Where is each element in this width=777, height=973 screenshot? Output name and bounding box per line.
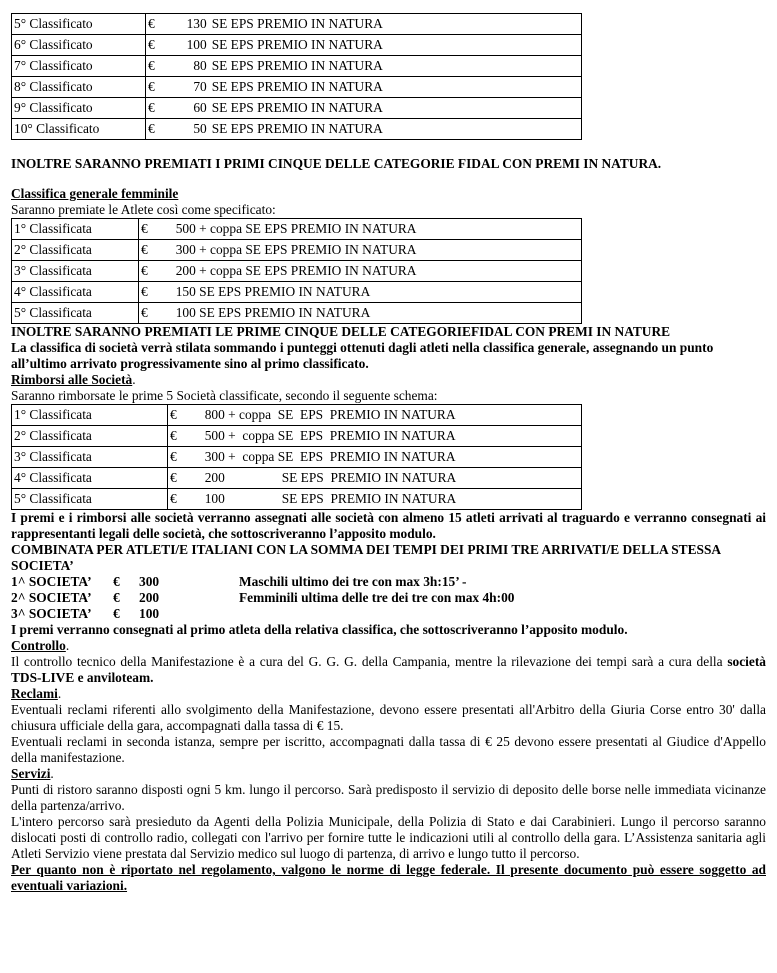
- prize-cell: [146, 35, 582, 56]
- currency-symbol: €: [148, 100, 155, 115]
- prize-cell: [139, 303, 582, 324]
- position-cell: 6° Classificato: [12, 35, 146, 56]
- position-cell: 1° Classificata: [12, 219, 139, 240]
- currency-symbol: €: [113, 590, 120, 605]
- combined-row: [11, 590, 766, 606]
- claims-heading: Reclami: [11, 686, 58, 701]
- combined-amount: 200: [139, 590, 160, 605]
- table-row: [12, 426, 582, 447]
- combined-rank: 3^ SOCIETA’: [11, 606, 92, 621]
- table-row: [12, 468, 582, 489]
- services-heading: Servizi: [11, 766, 51, 781]
- claims-text-2: Eventuali reclami in seconda istanza, sempre per iscritto, accompagnati dalla tassa di € 25 devono essere presentati al Giudice d'Appello della manifestazione.: [11, 734, 766, 765]
- prize-desc: SE EPS PREMIO IN NATURA: [211, 16, 383, 31]
- regulation-page: [11, 13, 766, 894]
- currency-symbol: €: [170, 491, 177, 506]
- combined-row: [11, 606, 766, 622]
- prize-cell: [139, 261, 582, 282]
- team-reimbursement-table: [11, 404, 582, 510]
- currency-symbol: €: [148, 37, 155, 52]
- table-row: [12, 282, 582, 303]
- prize-cell: [146, 14, 582, 35]
- combined-amount: 300: [139, 574, 160, 589]
- prize-cell: [168, 405, 582, 426]
- prize-cell: [139, 282, 582, 303]
- final-disclaimer: Per quanto non è riportato nel regolamento, valgono le norme di legge federale. Il presente documento può essere soggetto ad eventuali variazioni.: [11, 862, 766, 893]
- prize-desc: 800 + coppa SE EPS PREMIO IN NATURA: [204, 407, 456, 422]
- position-cell: 2° Classificata: [12, 426, 168, 447]
- table-row: [12, 35, 582, 56]
- position-cell: 5° Classificata: [12, 489, 168, 510]
- combined-note: Maschili ultimo dei tre con max 3h:15’ -: [239, 574, 467, 589]
- services-text-1: Punti di ristoro saranno disposti ogni 5 km. lungo il percorso. Sarà predisposto il servizio di deposito delle borse nelle immediata vicinanze della partenza/arrivo.: [11, 782, 766, 813]
- services-heading-line: Servizi.: [11, 766, 54, 781]
- prize-cell: [139, 219, 582, 240]
- currency-symbol: €: [170, 407, 177, 422]
- position-cell: 2° Classificata: [12, 240, 139, 261]
- prize-cell: [168, 489, 582, 510]
- control-heading: Controllo: [11, 638, 66, 653]
- prize-amount: 100: [186, 37, 207, 52]
- currency-symbol: €: [170, 428, 177, 443]
- prize-cell: [139, 240, 582, 261]
- position-cell: 7° Classificato: [12, 56, 146, 77]
- claims-text-1: Eventuali reclami riferenti allo svolgimento della Manifestazione, devono essere presentati all'Arbitro della Giuria Corse entro 30' dalla chiusura ufficiale della gara, accompagnati dalla tassa di € 15.: [11, 702, 766, 733]
- currency-symbol: €: [141, 221, 148, 236]
- combined-row: [11, 574, 766, 590]
- prize-desc: SE EPS PREMIO IN NATURA: [211, 100, 383, 115]
- table-row: [12, 14, 582, 35]
- services-text-2: L'intero percorso sarà presieduto da Agenti della Polizia Municipale, della Polizia di Stato e dai Carabinieri. Lungo il percorso saranno dislocati posti di controllo radio, collegati con l'arrivo per fornire tutte le indicazioni utili al controllo della gara. L’Assistenza sanitaria agli Atleti Servizio viene prestata dal Servizio medico sul luogo di partenza, di arrivo e lungo tutto il percorso.: [11, 814, 766, 861]
- position-cell: 10° Classificato: [12, 119, 146, 140]
- combined-rank: 2^ SOCIETA’: [11, 590, 92, 605]
- table-row: [12, 303, 582, 324]
- table-row: [12, 489, 582, 510]
- combined-footer: I premi verranno consegnati al primo atleta della relativa classifica, che sottoscriveranno l’apposito modulo.: [11, 622, 628, 637]
- reimbursements-heading: Rimborsi alle Società: [11, 372, 133, 387]
- position-cell: 4° Classificata: [12, 282, 139, 303]
- women-prize-table: [11, 218, 582, 324]
- currency-symbol: €: [113, 606, 120, 621]
- prize-desc: 300 + coppa SE EPS PREMIO IN NATURA: [175, 242, 417, 257]
- table-row: [12, 405, 582, 426]
- position-cell: 5° Classificata: [12, 303, 139, 324]
- table-row: [12, 56, 582, 77]
- currency-symbol: €: [141, 284, 148, 299]
- position-cell: 5° Classificato: [12, 14, 146, 35]
- prize-cell: [146, 119, 582, 140]
- prize-desc: 100 SE EPS PREMIO IN NATURA: [204, 491, 457, 506]
- prize-cell: [168, 468, 582, 489]
- women-classification-intro: Saranno premiate le Atlete così come specificato:: [11, 202, 276, 217]
- combined-amount: 100: [139, 606, 160, 621]
- prize-amount: 50: [193, 121, 207, 136]
- position-cell: 1° Classificata: [12, 405, 168, 426]
- team-classification-note: La classifica di società verrà stilata sommando i punteggi ottenuti dagli atleti nella classifica generale, assegnando un punto all’ultimo arrivato progressivamente sino al primo classificato.: [11, 340, 714, 371]
- prize-desc: 500 + coppa SE EPS PREMIO IN NATURA: [175, 221, 417, 236]
- table-row: [12, 447, 582, 468]
- prize-cell: [146, 56, 582, 77]
- prize-desc: SE EPS PREMIO IN NATURA: [211, 79, 383, 94]
- currency-symbol: €: [148, 79, 155, 94]
- women-classification-heading: Classifica generale femminile: [11, 186, 179, 201]
- position-cell: 8° Classificato: [12, 77, 146, 98]
- currency-symbol: €: [141, 263, 148, 278]
- prize-desc: 200 SE EPS PREMIO IN NATURA: [204, 470, 457, 485]
- currency-symbol: €: [113, 574, 120, 589]
- prize-desc: 300 + coppa SE EPS PREMIO IN NATURA: [204, 449, 456, 464]
- claims-heading-line: Reclami.: [11, 686, 62, 701]
- control-text: Il controllo tecnico della Manifestazione è a cura del G. G. G. della Campania, mentre la rilevazione dei tempi sarà a cura della società TDS-LIVE e anviloteam.: [11, 654, 766, 685]
- prize-cell: [146, 77, 582, 98]
- prize-desc: SE EPS PREMIO IN NATURA: [211, 37, 383, 52]
- women-categories-note: INOLTRE SARANNO PREMIATI LE PRIME CINQUE DELLE CATEGORIEFIDAL CON PREMI IN NATURE: [11, 324, 671, 339]
- currency-symbol: €: [148, 121, 155, 136]
- fidal-categories-note: INOLTRE SARANNO PREMIATI I PRIMI CINQUE DELLE CATEGORIE FIDAL CON PREMI IN NATURA.: [11, 156, 662, 171]
- control-heading-line: Controllo.: [11, 638, 70, 653]
- position-cell: 9° Classificato: [12, 98, 146, 119]
- top-prize-table: [11, 13, 582, 140]
- prize-cell: [168, 447, 582, 468]
- reimbursements-intro: Saranno rimborsate le prime 5 Società classificate, secondo il seguente schema:: [11, 388, 438, 403]
- position-cell: 4° Classificata: [12, 468, 168, 489]
- currency-symbol: €: [148, 58, 155, 73]
- combined-note: Femminili ultima delle tre dei tre con max 4h:00: [239, 590, 515, 605]
- currency-symbol: €: [141, 242, 148, 257]
- combined-rank: 1^ SOCIETA’: [11, 574, 92, 589]
- prize-desc: SE EPS PREMIO IN NATURA: [211, 58, 383, 73]
- table-row: [12, 77, 582, 98]
- currency-symbol: €: [148, 16, 155, 31]
- combined-title: COMBINATA PER ATLETI/E ITALIANI CON LA SOMMA DEI TEMPI DEI PRIMI TRE ARRIVATI/E DELLA STESSA SOCIETA’: [11, 542, 721, 573]
- prize-desc: 100 SE EPS PREMIO IN NATURA: [175, 305, 371, 320]
- table-row: [12, 261, 582, 282]
- currency-symbol: €: [170, 470, 177, 485]
- prize-desc: 150 SE EPS PREMIO IN NATURA: [175, 284, 371, 299]
- prize-desc: 500 + coppa SE EPS PREMIO IN NATURA: [204, 428, 456, 443]
- table-row: [12, 98, 582, 119]
- prize-amount: 70: [193, 79, 207, 94]
- currency-symbol: €: [141, 305, 148, 320]
- currency-symbol: €: [170, 449, 177, 464]
- prize-amount: 80: [193, 58, 207, 73]
- prize-amount: 130: [186, 16, 207, 31]
- prize-desc: 200 + coppa SE EPS PREMIO IN NATURA: [175, 263, 417, 278]
- table-row: [12, 219, 582, 240]
- timing-provider: società TDS-LIVE e anviloteam.: [11, 654, 766, 685]
- reimbursements-heading-line: Rimborsi alle Società.: [11, 372, 136, 387]
- prize-desc: SE EPS PREMIO IN NATURA: [211, 121, 383, 136]
- prize-cell: [146, 98, 582, 119]
- position-cell: 3° Classificata: [12, 261, 139, 282]
- table-row: [12, 119, 582, 140]
- prize-amount: 60: [193, 100, 207, 115]
- prize-cell: [168, 426, 582, 447]
- table-row: [12, 240, 582, 261]
- position-cell: 3° Classificata: [12, 447, 168, 468]
- reimbursement-conditions: I premi e i rimborsi alle società verranno assegnati alle società con almeno 15 atleti arrivati al traguardo e verranno consegnati ai rappresentanti legali delle società, che sottoscriveranno l’apposito modulo.: [11, 510, 766, 541]
